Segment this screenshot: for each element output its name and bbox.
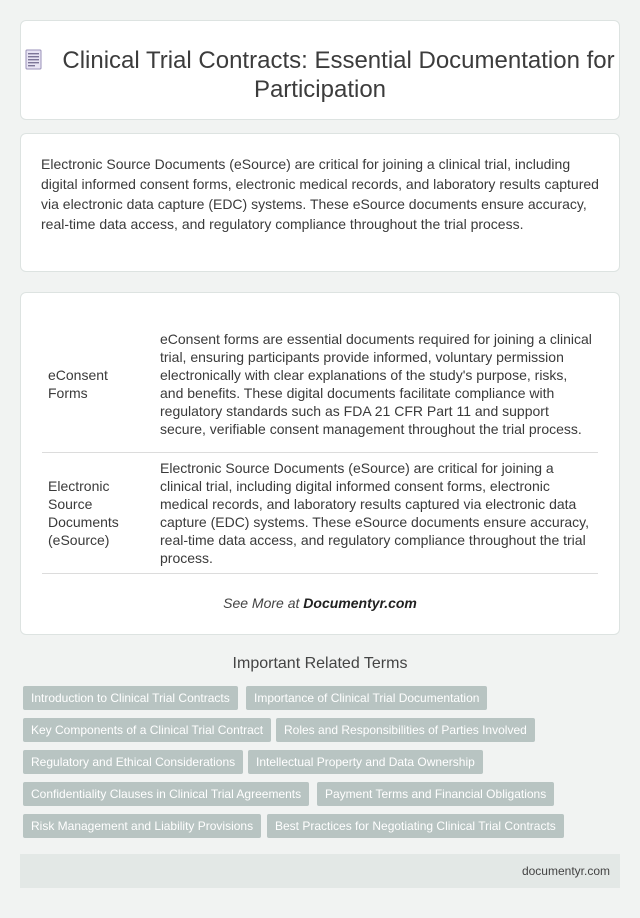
page-title-text: Clinical Trial Contracts: Essential Documentation for Participation: [62, 47, 615, 103]
intro-card: [20, 133, 620, 272]
intro-paragraph: Electronic Source Documents (eSource) are critical for joining a clinical trial, including digital informed consent forms, electronic medical records, and laboratory results captured via electronic data capture (EDC) systems. These eSource documents ensure accuracy, real-time data access, and regulatory compliance throughout the trial process.: [41, 156, 599, 232]
document-icon: [25, 49, 42, 70]
table-row: [42, 317, 598, 452]
see-more-prefix: See More at: [223, 595, 300, 611]
description-cell: eConsent forms are essential documents required for joining a clinical trial, ensuring participants provide informed, voluntary permission electronically with clear explanations of the study's purpose, risks, and benefits. These digital documents facilitate compliance with regulatory standards such as FDA 21 CFR Part 11 and support secure, verifiable consent management throughout the trial process.: [154, 317, 598, 452]
table-row: [42, 452, 598, 573]
definitions-card: [20, 292, 620, 635]
related-term-tag[interactable]: Introduction to Clinical Trial Contracts: [23, 686, 238, 710]
title-card: [20, 20, 620, 120]
term-cell: eConsent Forms: [42, 317, 154, 452]
related-term-tag[interactable]: Regulatory and Ethical Considerations: [23, 750, 243, 774]
related-term-tag[interactable]: Risk Management and Liability Provisions: [23, 814, 261, 838]
footer: [20, 854, 620, 888]
term-cell: Electronic Source Documents (eSource): [42, 452, 154, 573]
related-term-tag[interactable]: Intellectual Property and Data Ownership: [248, 750, 483, 774]
related-term-tag[interactable]: Key Components of a Clinical Trial Contract: [23, 718, 271, 742]
footer-site-link[interactable]: documentyr.com: [521, 864, 610, 878]
related-term-tag[interactable]: Confidentiality Clauses in Clinical Trial Agreements: [23, 782, 309, 806]
related-term-tag[interactable]: Best Practices for Negotiating Clinical Trial Contracts: [267, 814, 564, 838]
see-more-site[interactable]: Documentyr.com: [303, 595, 417, 611]
related-term-tag[interactable]: Roles and Responsibilities of Parties Involved: [276, 718, 535, 742]
page-title: [21, 46, 619, 104]
related-term-tag[interactable]: Importance of Clinical Trial Documentation: [246, 686, 487, 710]
see-more-link[interactable]: [21, 595, 619, 611]
related-term-tag[interactable]: Payment Terms and Financial Obligations: [317, 782, 554, 806]
description-cell: Electronic Source Documents (eSource) are critical for joining a clinical trial, including digital informed consent forms, electronic medical records, and laboratory results captured via electronic data capture (EDC) systems. These eSource documents ensure accuracy, real-time data access, and regulatory compliance throughout the trial process.: [154, 452, 598, 573]
definitions-table: [42, 317, 598, 574]
related-terms-heading: Important Related Terms: [232, 655, 408, 672]
